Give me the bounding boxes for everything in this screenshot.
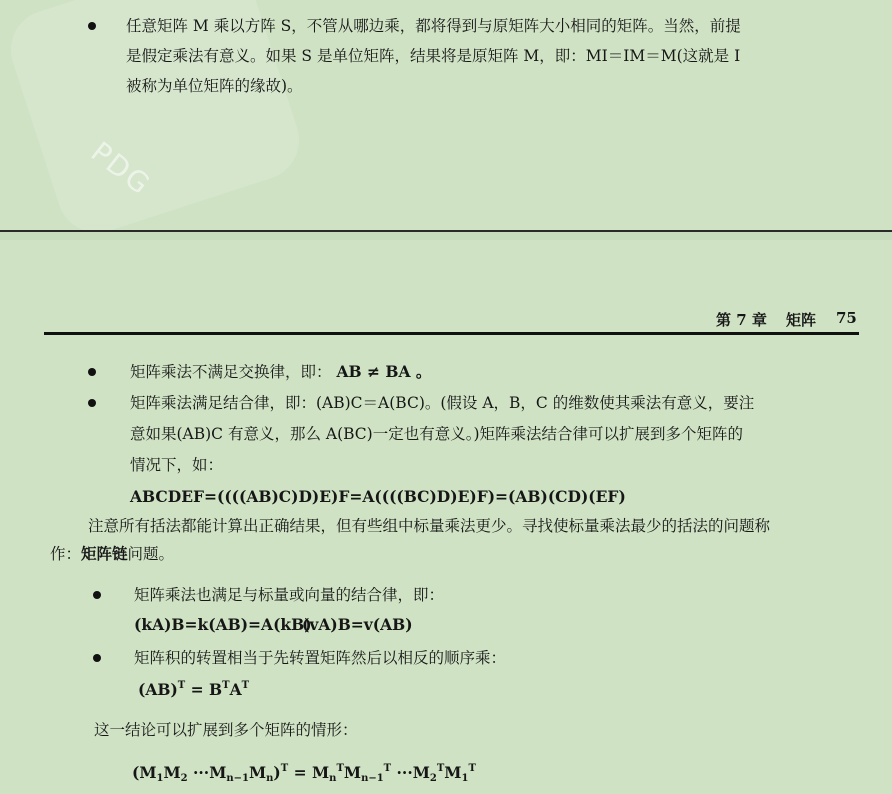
formula: $(M_1M_2 \cdot\cdot\cdot M_{n-1}M_n)^T = M_n^TM_{n-1}^T \cdot\cdot\cdot M_2^TM_1^T$	[132, 763, 476, 784]
paragraph-line: 矩阵乘法满足结合律，即：(AB)C＝A(BC)。(假设 A，B，C 的维数使其乘法有意义，要注	[130, 394, 755, 412]
term-highlight: 矩阵链	[81, 544, 128, 563]
formula: (kA)B=k(AB)=A(kB)	[134, 615, 312, 634]
paragraph-line: 这一结论可以扩展到多个矩阵的情形：	[94, 721, 358, 739]
section-label: 矩阵	[786, 311, 817, 329]
paragraph-line: 注意所有括法都能计算出正确结果，但有些组中标量乘法更少。寻找使标量乘法最少的括法的问题称	[88, 517, 771, 535]
paragraph-line: 是假定乘法有意义。如果 S 是单位矩阵，结果将是原矩阵 M，即：MI＝IM＝M(这就是 I	[126, 47, 741, 65]
watermark-text: PDG	[84, 135, 158, 202]
statement-text: 矩阵乘法不满足交换律，即：	[130, 363, 332, 381]
paragraph-line: 情况下，如：	[130, 456, 224, 474]
formula: AB ≠ BA 。	[336, 362, 432, 381]
paragraph-line: 矩阵积的转置相当于先转置矩阵然后以相反的顺序乘：	[134, 649, 507, 667]
page-number: 75	[836, 309, 857, 327]
formula: (vA)B=v(AB)	[302, 615, 413, 634]
formula: ABCDEF=((((AB)C)D)E)F=A((((BC)D)E)F)=(AB)(CD)(EF)	[130, 487, 626, 506]
bullet-icon	[88, 22, 96, 30]
paragraph-line: 作：矩阵链问题。	[50, 544, 175, 563]
bullet-icon	[93, 591, 101, 599]
paragraph-line: 意如果(AB)C 有意义，那么 A(BC)一定也有意义。)矩阵乘法结合律可以扩展到多个矩阵的	[130, 425, 744, 443]
bullet-icon	[93, 654, 101, 662]
paragraph-line: 矩阵乘法也满足与标量或向量的结合律，即：	[134, 586, 445, 604]
paragraph-line: 被称为单位矩阵的缘故)。	[126, 77, 303, 95]
paragraph-line: 任意矩阵 M 乘以方阵 S，不管从哪边乘，都将得到与原矩阵大小相同的矩阵。当然，前提	[126, 17, 741, 35]
bullet-icon	[88, 399, 96, 407]
paragraph-line	[130, 359, 431, 385]
page-gap	[0, 232, 892, 240]
header-rule	[44, 332, 859, 335]
formula: $(AB)^T = B^TA^T$	[138, 680, 250, 699]
bullet-icon	[88, 368, 96, 376]
chapter-label: 第 7 章	[716, 311, 767, 329]
